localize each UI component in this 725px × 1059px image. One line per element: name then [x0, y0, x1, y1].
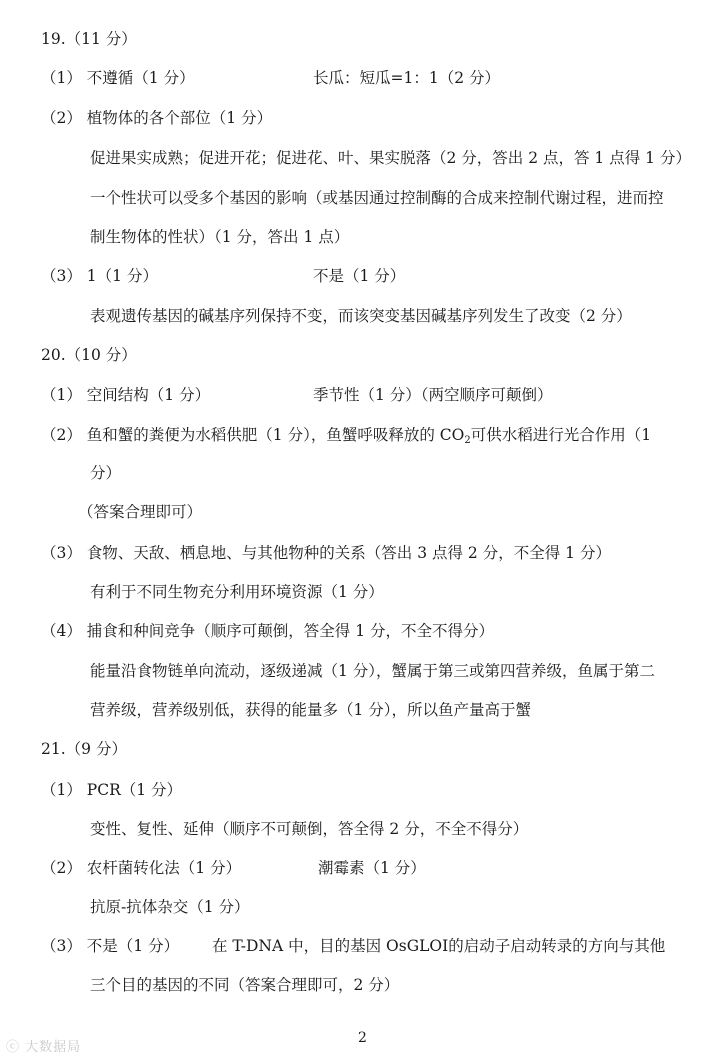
- watermark-label: 大数据局: [25, 1040, 82, 1055]
- q19-part2-answer: （2） 植物体的各个部位（1 分）: [41, 109, 273, 127]
- q20-part4-answer: （4） 捕食和种间竞争（顺序可颠倒，答全得 1 分，不全不得分）: [41, 622, 495, 640]
- q20-part2-note: （答案合理即可）: [78, 503, 203, 521]
- q19-part3-line-a: 表观遗传基因的碱基序列保持不变，而该突变基因碱基序列发生了改变（2 分）: [90, 307, 632, 325]
- q19-part2-line-b: 一个性状可以受多个基因的影响（或基因通过控制酶的合成来控制代谢过程，进而控: [90, 189, 664, 207]
- q20-part2-text-after: 可供水稻进行光合作用（1: [470, 426, 652, 444]
- q20-part3-line-a: 有利于不同生物充分利用环境资源（1 分）: [90, 583, 384, 601]
- q20-part4-line-b: 营养级，营养级别低，获得的能量多（1 分），所以鱼产量高于蟹: [90, 701, 532, 719]
- watermark-text: [6, 1036, 81, 1055]
- q20-part2-line-a: 分）: [90, 464, 122, 482]
- q21-part2-line-a: 抗原-抗体杂交（1 分）: [90, 898, 250, 916]
- q21-part3-answer: （3） 不是（1 分）: [41, 937, 180, 955]
- q19-part2-line-a: 促进果实成熟；促进开花；促进花、叶、果实脱落（2 分，答出 2 点，答 1 点得 1 分）: [90, 149, 691, 167]
- q20-part3-answer: （3） 食物、天敌、栖息地、与其他物种的关系（答出 3 点得 2 分，不全得 1 分）: [41, 544, 611, 562]
- q20-part1-answer: （1） 空间结构（1 分）: [41, 386, 211, 404]
- q20-part2-text: （2） 鱼和蟹的粪便为水稻供肥（1 分），鱼蟹呼吸释放的 CO: [41, 426, 465, 444]
- q20-part4-line-a: 能量沿食物链单向流动，逐级递减（1 分），蟹属于第三或第四营养级，鱼属于第二: [90, 662, 656, 680]
- q21-part2-answer-2: 潮霉素（1 分）: [318, 859, 426, 877]
- q19-part2-line-c: 制生物体的性状）（1 分，答出 1 点）: [90, 228, 350, 246]
- q19-part3-answer: （3） 1（1 分）: [41, 267, 158, 285]
- co2-subscript: 2: [464, 435, 471, 446]
- q19-part3-answer-2: 不是（1 分）: [313, 267, 406, 285]
- q21-part1-line-a: 变性、复性、延伸（顺序不可颠倒，答全得 2 分，不全不得分）: [90, 820, 529, 838]
- q21-part2-answer: （2） 农杆菌转化法（1 分）: [41, 859, 242, 877]
- q20-part2-answer: [41, 425, 651, 445]
- watermark-logo-icon: ⓒ: [6, 1040, 21, 1055]
- question-19-heading: 19.（11 分）: [41, 30, 137, 48]
- q21-part3-answer-2: 在 T-DNA 中，目的基因 OsGLOⅠ的启动子启动转录的方向与其他: [212, 937, 666, 955]
- page-number: 2: [358, 1030, 367, 1046]
- q21-part1-answer: （1） PCR（1 分）: [41, 781, 183, 799]
- q19-part1-ratio: 长瓜：短瓜=1：1（2 分）: [313, 69, 500, 87]
- question-21-heading: 21.（9 分）: [41, 740, 127, 758]
- q21-part3-line-a: 三个目的基因的不同（答案合理即可，2 分）: [90, 976, 400, 994]
- question-20-heading: 20.（10 分）: [41, 346, 137, 364]
- q20-part1-answer-2: 季节性（1 分）（两空顺序可颠倒）: [313, 386, 553, 404]
- q19-part1-answer: （1） 不遵循（1 分）: [41, 69, 195, 87]
